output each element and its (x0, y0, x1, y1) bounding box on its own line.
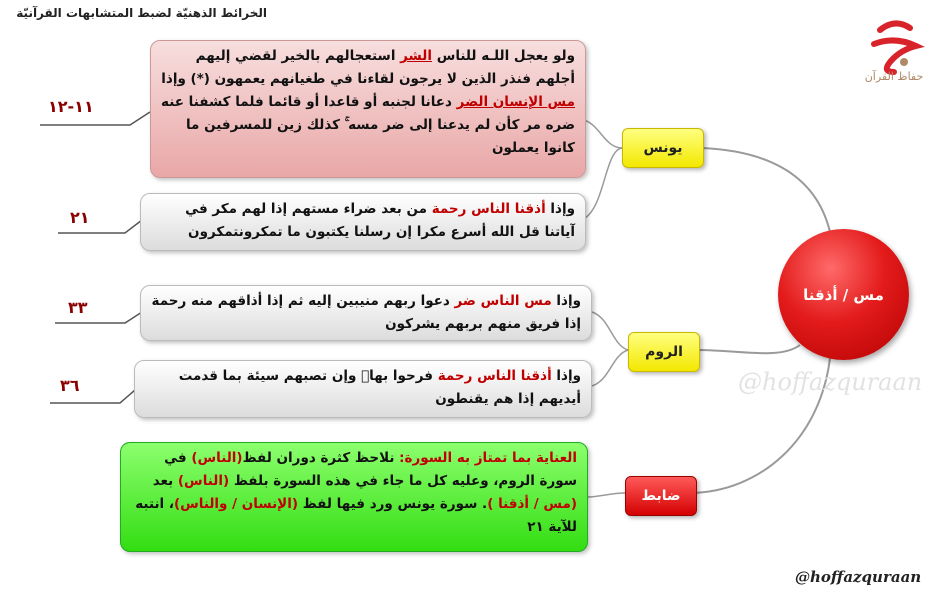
verse-highlight: أذقنا الناس رحمة (437, 368, 552, 384)
rule-text: ، انتبه للآية ٢١ (135, 496, 577, 535)
verse-text: من بعد ضراء مستهم إذا لهم مكر في آياتنا قل الله أسرع مكرا إن رسلنا يكتبون ما تمكرونتمكرون (185, 201, 575, 240)
rule-highlight: (الناس) (177, 473, 230, 489)
center-label: مس / أذقنا (803, 285, 884, 304)
center-node (778, 229, 909, 360)
logo-text: حفاظ القرآن (864, 70, 924, 83)
rule-text: في سورة الروم، وعليه كل ما جاء في هذه السورة بلفظ (164, 450, 577, 489)
verse-box-yunus-11-12 (150, 40, 586, 178)
rule-text: بعد (152, 473, 178, 489)
rule-box (120, 442, 588, 552)
verse-highlight: أذقنا الناس رحمة (431, 201, 546, 217)
rule-text: . سورة يونس ورد فيها لفظ (298, 496, 488, 512)
verse-number-11-12: ١١-١٢ (48, 97, 94, 116)
verse-text: وإذا (551, 368, 581, 384)
verse-number-33: ٣٣ (68, 298, 88, 317)
verse-text: دعوا ربهم منيبين إليه ثم إذا أذاقهم منه رحمة إذا فريق منهم بربهم يشركون (151, 293, 581, 332)
verse-box-yunus-21 (140, 193, 586, 251)
verse-text: وإذا (551, 293, 581, 309)
page-title: الخرائط الذهنيّة لضبط المتشابهات القرآنيّة (16, 6, 267, 20)
branch-rum (628, 332, 700, 372)
branch-yunus-label: يونس (643, 140, 683, 156)
rule-highlight: (الناس) (191, 450, 243, 466)
signature: @hoffazquraan (795, 568, 922, 586)
verse-text: ولو يعجل اللـه للناس (432, 48, 575, 64)
watermark: @hoffazquraan (738, 368, 923, 396)
verse-box-rum-36 (134, 360, 592, 418)
verse-text: وإذا (545, 201, 575, 217)
branch-dabit (625, 476, 697, 516)
rule-text: نلاحظ كثرة دوران لفظ (242, 450, 400, 466)
verse-highlight: الشر (400, 48, 432, 64)
verse-highlight: مس الناس ضر (454, 293, 552, 309)
verse-text: دعانا لجنبه أو قاعدا أو قائما فلما كشفنا عنه ضره مر كأن لم يدعنا إلى ضر مسه ۚ كذلك زين للمسرفين ما كانوا يعملون (161, 94, 575, 156)
rule-highlight: العناية بما تمتاز به السورة: (399, 450, 577, 466)
branch-yunus (622, 128, 704, 168)
verse-text: فرحوا بهاۖ وإن تصبهم سيئة بما قدمت أيديهم إذا هم يقنطون (178, 368, 581, 407)
branch-dabit-label: ضابط (641, 488, 681, 504)
rule-highlight: (الإنسان / والناس) (173, 496, 299, 512)
verse-box-rum-33 (140, 285, 592, 341)
rule-highlight: (مس / أذقنا ) (487, 496, 577, 512)
verse-text: استعجالهم بالخير لقضي إليهم أجلهم فنذر الذين لا يرجون لقاءنا في طغيانهم يعمهون (*) وإذا (161, 48, 575, 87)
verse-highlight: مس الإنسان الضر (456, 94, 575, 110)
branch-rum-label: الروم (645, 344, 683, 360)
verse-number-36: ٣٦ (60, 376, 80, 395)
verse-number-21: ٢١ (70, 208, 90, 227)
